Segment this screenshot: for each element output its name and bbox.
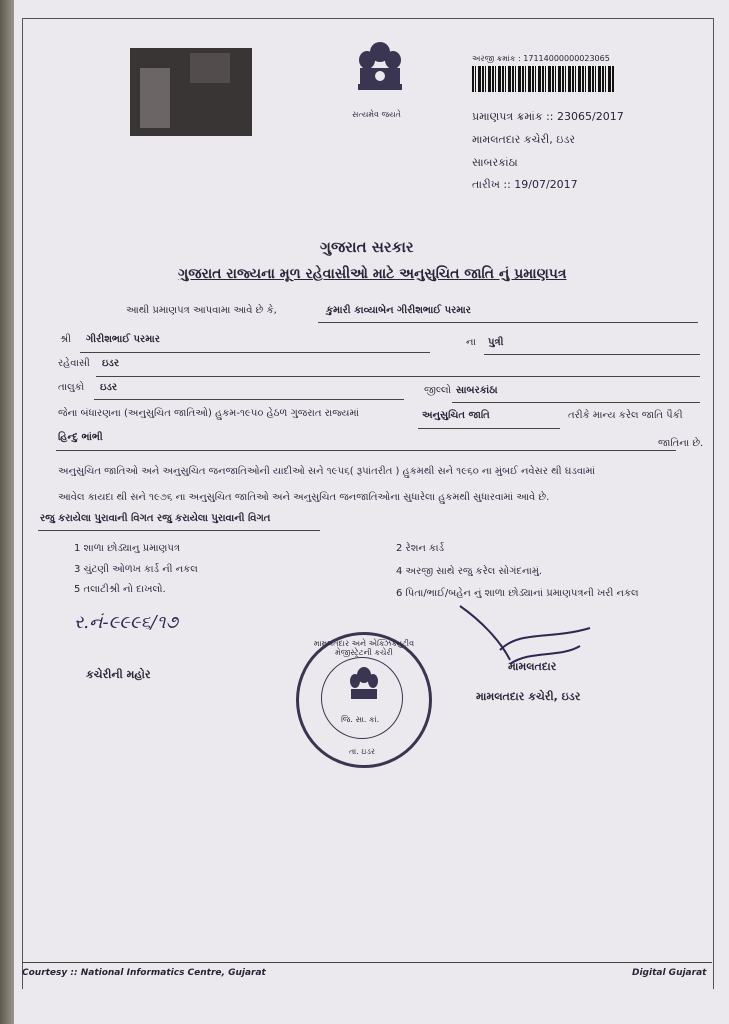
emblem-caption: સત્યમેવ જયતે <box>352 110 401 119</box>
resident-label: રહેવાસી <box>58 358 90 369</box>
barcode-number: અરજી ક્રમાંક : 17114000000023065 <box>472 54 610 63</box>
constitution-text: જેના બંધારણના (અનુસુચિત જાતિઓ) હુકમ-૧૯૫૦ હેઠળ ગુજરાત રાજ્યમાં <box>58 408 359 419</box>
handwritten-note: ર.નં-૯૯૯૬/૧૭ <box>74 612 178 633</box>
evidence-item-3: 3 ચુંટણી ઓળખ કાર્ડ ની નકલ <box>74 564 198 575</box>
evidence-item-4: 4 અરજી સાથે રજુ કરેલ સોગંદનામું. <box>396 566 543 577</box>
shri-label: શ્રી <box>60 334 72 345</box>
date-row: તારીખ :: 19/07/2017 <box>472 178 578 191</box>
taluka-value: ઇડર <box>100 382 118 393</box>
district-name: સાબરકાંઠા <box>472 156 518 169</box>
evidence-item-5: 5 તલાટીશ્રી નો દાખલો. <box>74 584 166 595</box>
resident-value: ઇડર <box>102 358 120 369</box>
legal-para-2: આવેલ કાયદા થી સને ૧૯૭૬ ના અનુસુચિત જાતિઓ અને અનુસુચિત જનજાતિઓના સુધારેલા હુકમથી સુધારવામાં આવે છે. <box>58 492 550 503</box>
district-value: સાબરકાંઠા <box>456 385 498 396</box>
footer-courtesy: Courtesy :: National Informatics Centre, Gujarat <box>22 968 266 978</box>
applicant-name: કુમારી કાવ્યાબેન ગીરીશભાઈ પરમાર <box>326 305 471 316</box>
relation: પુત્રી <box>488 337 504 348</box>
category-value: અનુસુચિત જાતિ <box>422 410 490 421</box>
evidence-item-2: 2 રેશન કાર્ડ <box>396 543 445 554</box>
caste-suffix: જાતિના છે. <box>658 438 704 449</box>
intro-text: આથી પ્રમાણપત્ર આપવામા આવે છે કે, <box>126 305 277 316</box>
certificate-heading: ગુજરાત રાજ્યના મૂળ રહેવાસીઓ માટે અનુસુચિત જાતિ નું પ્રમાણપત્ર <box>178 266 567 282</box>
district-label: જીલ્લો <box>424 385 452 396</box>
seal-bottom-text: તા. ઇડર <box>349 747 376 756</box>
recognized-text: તરીકે માન્ય કરેલ જાતિ પૈકી <box>568 410 683 421</box>
cert-number-row: પ્રમાણપત્ર ક્રમાંક :: 23065/2017 <box>472 110 624 123</box>
caste-value: હિન્દુ ભાંભી <box>58 432 103 443</box>
cert-number: 23065/2017 <box>557 110 624 123</box>
taluka-label: તાલુકો <box>58 382 85 393</box>
certificate-border <box>22 18 714 989</box>
evidence-heading: રજુ કરાયેલા પુરાવાની વિગત રજુ કરાયેલા પુરાવાની વિગત <box>40 513 271 524</box>
evidence-item-6: 6 પિતા/ભાઈ/બહેન નું શાળા છોડ્યાનાં પ્રમાણપત્રની ખરી નકલ <box>396 588 639 599</box>
applicant-photo <box>130 48 252 136</box>
barcode <box>472 66 614 92</box>
office-name: મામલતદાર કચેરી, ઇડર <box>472 133 576 146</box>
footer-brand: Digital Gujarat <box>632 968 707 978</box>
seal-emblem-icon <box>347 665 381 709</box>
national-emblem-icon <box>352 38 408 118</box>
issue-date: 19/07/2017 <box>514 178 578 191</box>
father-name: ગીરીશભાઈ પરમાર <box>86 334 160 345</box>
na-label: ના <box>466 337 476 348</box>
govt-title: ગુજરાત સરકાર <box>320 238 414 256</box>
seal-ring-text: મામલતદાર અને એક્ઝિક્યુટીવ મેજીસ્ટ્રેટની કચેરી <box>313 639 415 657</box>
office-seal <box>296 632 432 768</box>
evidence-item-1: 1 શાળા છોડ્યાનુ પ્રમાણપત્ર <box>74 543 180 554</box>
signatory-office: મામલતદાર કચેરી, ઇડર <box>476 690 581 703</box>
legal-para-1: અનુસુચિત જાતિઓ અને અનુસુચિત જનજાતિઓની યાદીઓ સને ૧૯૫૬( રૂપાંતરીત ) હુકમથી સને ૧૯૬૦ ના મુંબઈ નવેસર થી ઘડવામાં <box>58 466 596 477</box>
signatory-title: મામલતદાર <box>508 660 557 673</box>
seal-center-text: જિ. સા. કાં. <box>341 715 380 724</box>
office-seal-label: કચેરીની મહોર <box>86 668 151 681</box>
